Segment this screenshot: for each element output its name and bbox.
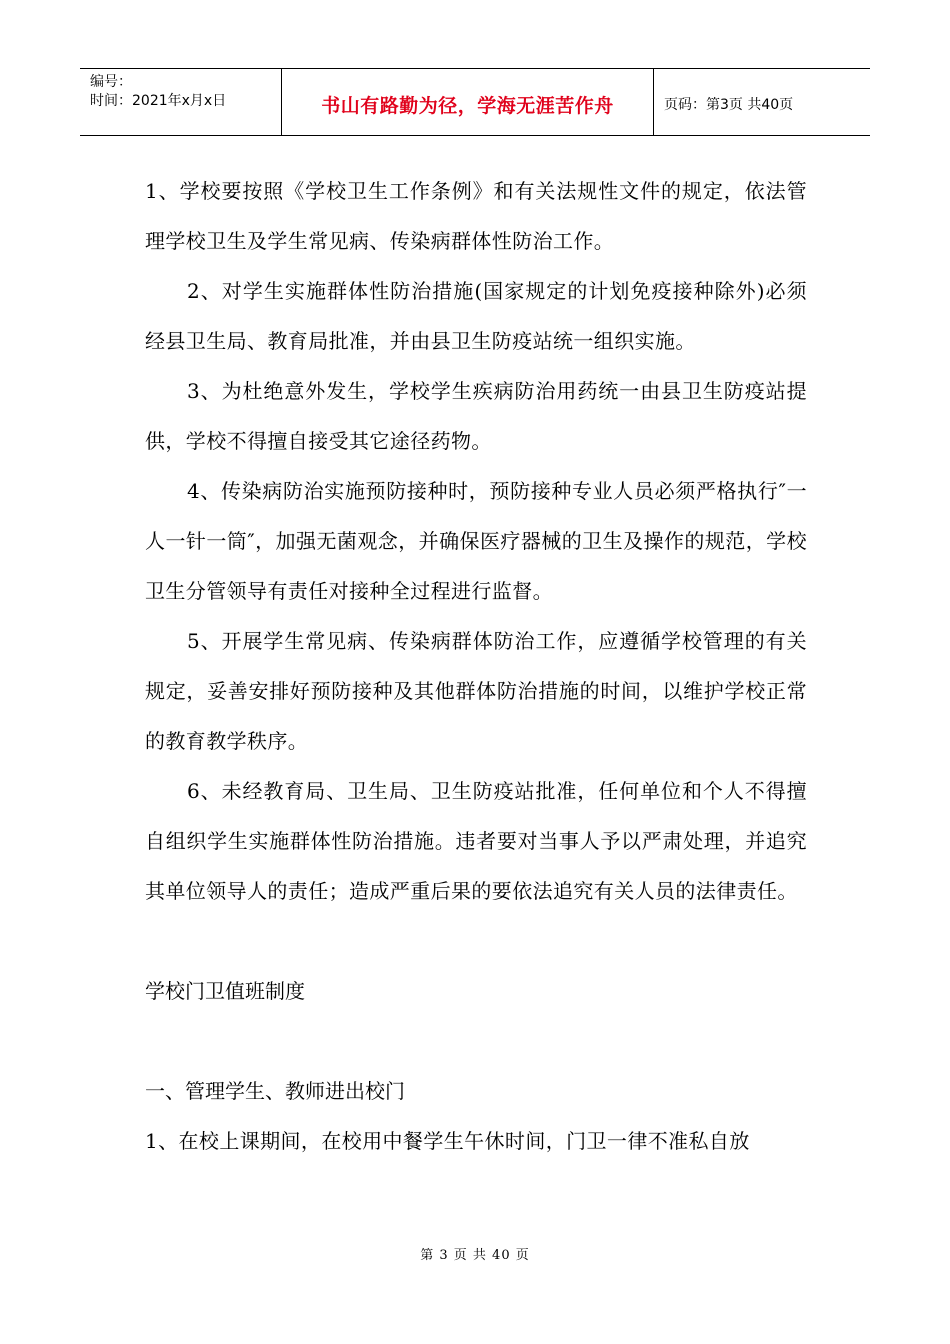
header-motto: 书山有路勤为径，学海无涯苦作舟 xyxy=(321,94,614,117)
header-meta xyxy=(80,69,282,135)
document-body xyxy=(145,166,807,1166)
spacer xyxy=(145,916,807,966)
paragraph-7: 1、在校上课期间，在校用中餐学生午休时间，门卫一律不准私自放 xyxy=(145,1129,750,1153)
subsection-title: 一、管理学生、教师进出校门 xyxy=(145,1079,405,1103)
spacer xyxy=(145,1016,807,1066)
header-motto-cell xyxy=(282,69,654,135)
date-label: 时间：2021年x月x日 xyxy=(90,93,227,109)
paragraph-4: 4、传染病防治实施预防接种时，预防接种专业人员必须严格执行″一人一针一筒″，加强无菌观念，并确保医疗器械的卫生及操作的规范，学校卫生分管领导有责任对接种全过程进行监督。 xyxy=(145,479,807,603)
header-page-label: 页码：第3页 共40页 xyxy=(664,97,794,113)
page-footer xyxy=(0,1244,950,1263)
section-title: 学校门卫值班制度 xyxy=(145,979,305,1003)
document-header xyxy=(80,68,870,136)
footer-page-number: 第 3 页 共 40 页 xyxy=(420,1248,530,1263)
paragraph-3: 3、为杜绝意外发生，学校学生疾病防治用药统一由县卫生防疫站提供，学校不得擅自接受其它途径药物。 xyxy=(145,379,807,453)
serial-label: 编号： xyxy=(90,74,132,90)
paragraph-5: 5、开展学生常见病、传染病群体防治工作，应遵循学校管理的有关规定，妥善安排好预防接种及其他群体防治措施的时间，以维护学校正常的教育教学秩序。 xyxy=(145,629,807,753)
header-page-cell xyxy=(654,69,870,135)
paragraph-6: 6、未经教育局、卫生局、卫生防疫站批准，任何单位和个人不得擅自组织学生实施群体性防治措施。违者要对当事人予以严肃处理，并追究其单位领导人的责任；造成严重后果的要依法追究有关人员的法律责任。 xyxy=(145,779,807,903)
paragraph-2: 2、对学生实施群体性防治措施(国家规定的计划免疫接种除外)必须经县卫生局、教育局批准，并由县卫生防疫站统一组织实施。 xyxy=(145,279,807,353)
paragraph-1: 1、学校要按照《学校卫生工作条例》和有关法规性文件的规定，依法管理学校卫生及学生常见病、传染病群体性防治工作。 xyxy=(145,179,807,253)
